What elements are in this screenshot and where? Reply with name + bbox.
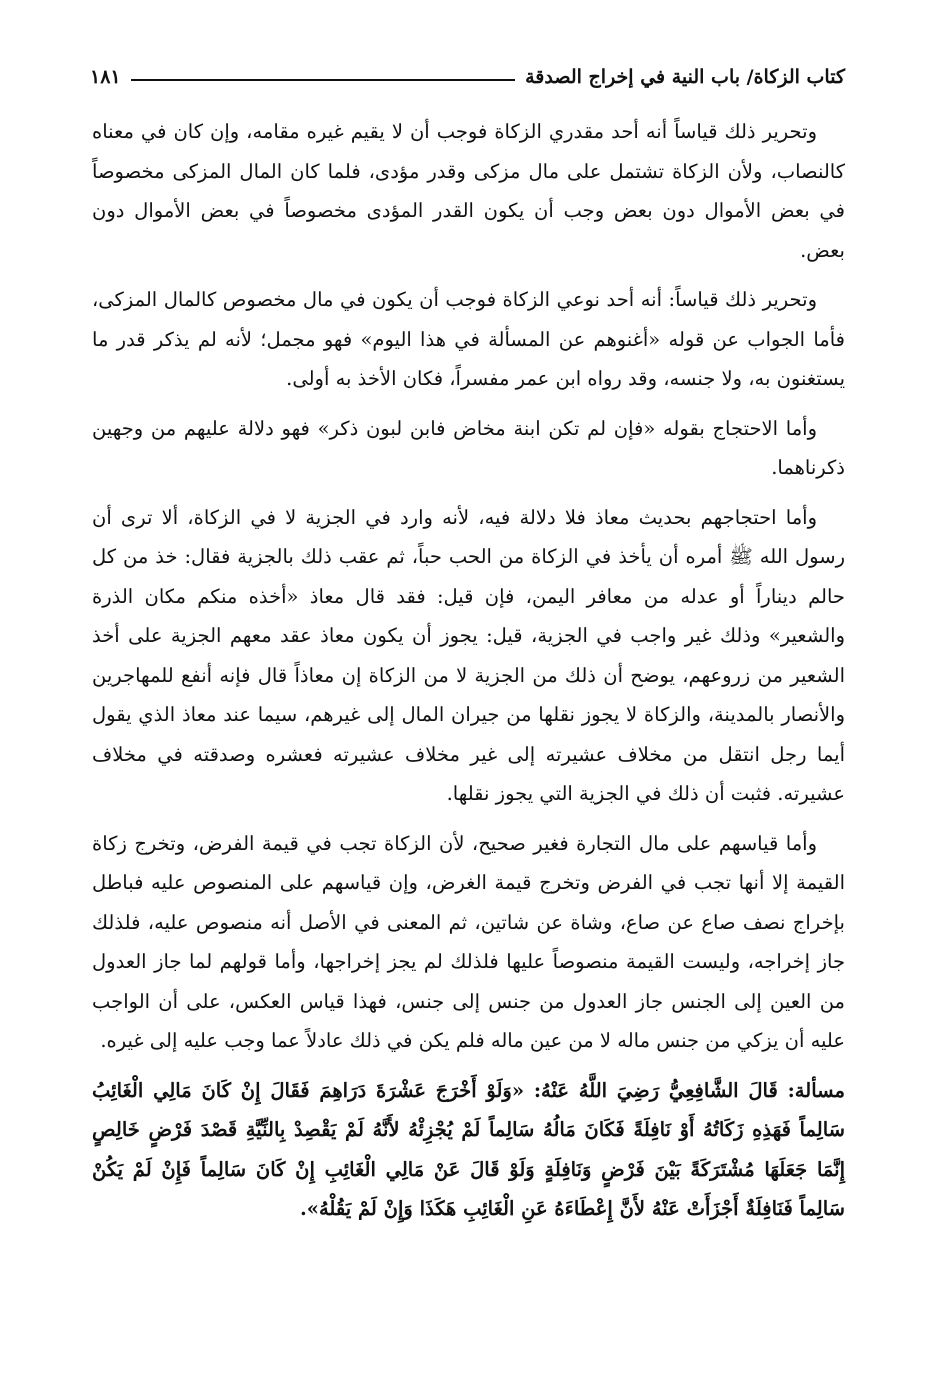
paragraph-4: وأما احتجاجهم بحديث معاذ فلا دلالة فيه، لأنه وارد في الجزية لا في الزكاة، ألا ترى أن رسول الله ﷺ أمره أن يأخذ في الزكاة من الحب حباً، ثم عقب ذلك بالجزية فقال: خذ من كل حالم ديناراً أو عدله من معافر اليمن، فإن قيل: فقد قال معاذ «أخذه منكم مكان الذرة والشعير» وذلك غير واجب في الجزية، قيل: يجوز أن يكون معاذ عقد معهم الجزية على أخذ الشعير من زروعهم، يوضح أن ذلك من الجزية لا من الزكاة إن معاذاً قال فإنه أنفع للمهاجرين والأنصار بالمدينة، والزكاة لا يجوز نقلها من جيران المال إلى غيرهم، سيما عند معاذ الذي يقول أيما رجل انتقل من مخلاف عشيرته إلى غير مخلاف عشيرته فعشره وصدقته في مخلاف عشيرته. فثبت أن ذلك في الجزية التي يجوز نقلها. [92,505,845,805]
masala-label: مسألة: [787,1078,845,1102]
header-rule [131,79,516,81]
paragraph-1: وتحرير ذلك قياساً أنه أحد مقدري الزكاة فوجب أن لا يقيم غيره مقامه، وإن كان في معناه كالنصاب، ولأن الزكاة تشتمل على مال مزكى وقدر مؤدى، فلما كان المال المزكى مخصوصاً في بعض الأموال دون بعض وجب أن يكون القدر المؤدى مخصوصاً في بعض الأموال دون بعض. [92,120,845,262]
page-number: ١٨١ [90,66,121,88]
paragraph-5: وأما قياسهم على مال التجارة فغير صحيح، لأن الزكاة تجب في قيمة الفرض، وتخرج زكاة القيمة إلا أنها تجب في الفرض وتخرج قيمة الغرض، وإن قياسهم على المنصوص عليه فباطل بإخراج نصف صاع عن صاع، وشاة عن شاتين، ثم المعنى في الأصل أنه منصوص عليه، فلذلك جاز إخراجه، وليست القيمة منصوصاً عليها فلذلك لم يجز إخراجها، وأما قولهم لما جاز العدول من العين إلى الجنس جاز العدول من جنس إلى جنس، فهذا قياس العكس، على أن الواجب عليه أن يزكي من جنس ماله لا من عين ماله فلم يكن في ذلك عادلاً عما وجب عليه إلى غيره. [92,831,845,1052]
masala-paragraph [92,1071,845,1229]
paragraph-2: وتحرير ذلك قياساً: أنه أحد نوعي الزكاة فوجب أن يكون في مال مخصوص كالمال المزكى، فأما الجواب عن قوله «أغنوهم عن المسألة في هذا اليوم» فهو مجمل؛ لأنه لم يذكر قدر ما يستغنون به، ولا جنسه، وقد رواه ابن عمر مفسراً، فكان الأخذ به أولى. [92,288,845,390]
page-body [92,112,845,1239]
paragraph-3: وأما الاحتجاج بقوله «فإن لم تكن ابنة مخاض فابن لبون ذكر» فهو دلالة عليهم من وجهين ذكرناهما. [92,416,845,479]
masala-text: قَالَ الشَّافِعِيُّ رَضِيَ اللَّهُ عَنْهُ: «وَلَوْ أَخْرَجَ عَشْرَةَ دَرَاهِمَ فَقَالَ إِنْ كَانَ مَالِي الْغَائِبُ سَالِماً فَهَذِهِ زَكَاتُهُ أَوْ نَافِلَةً فَكَانَ مَالُهُ سَالِماً لَمْ يُجْزِئْهُ لأَنَّهُ لَمْ يَقْصِدْ بِالنِّيَّةِ قَصْدَ فَرْضٍ خَالِصٍ إِنَّمَا جَعَلَهَا مُشْتَرَكَةً بَيْنَ فَرْضٍ وَنَافِلَةٍ وَلَوْ قَالَ عَنْ مَالِي الْغَائِبِ إِنْ كَانَ سَالِماً فَإِنْ لَمْ يَكُنْ سَالِماً فَنَافِلَةٌ أَجْزَأَتْ عَنْهُ لأَنَّ إِعْطَاءَهُ عَنِ الْغَائِبِ هَكَذَا وَإِنْ لَمْ يَقُلْهُ». [92,1078,845,1220]
running-title: كتاب الزكاة/ باب النية في إخراج الصدقة [525,66,845,88]
page-header [90,62,845,92]
